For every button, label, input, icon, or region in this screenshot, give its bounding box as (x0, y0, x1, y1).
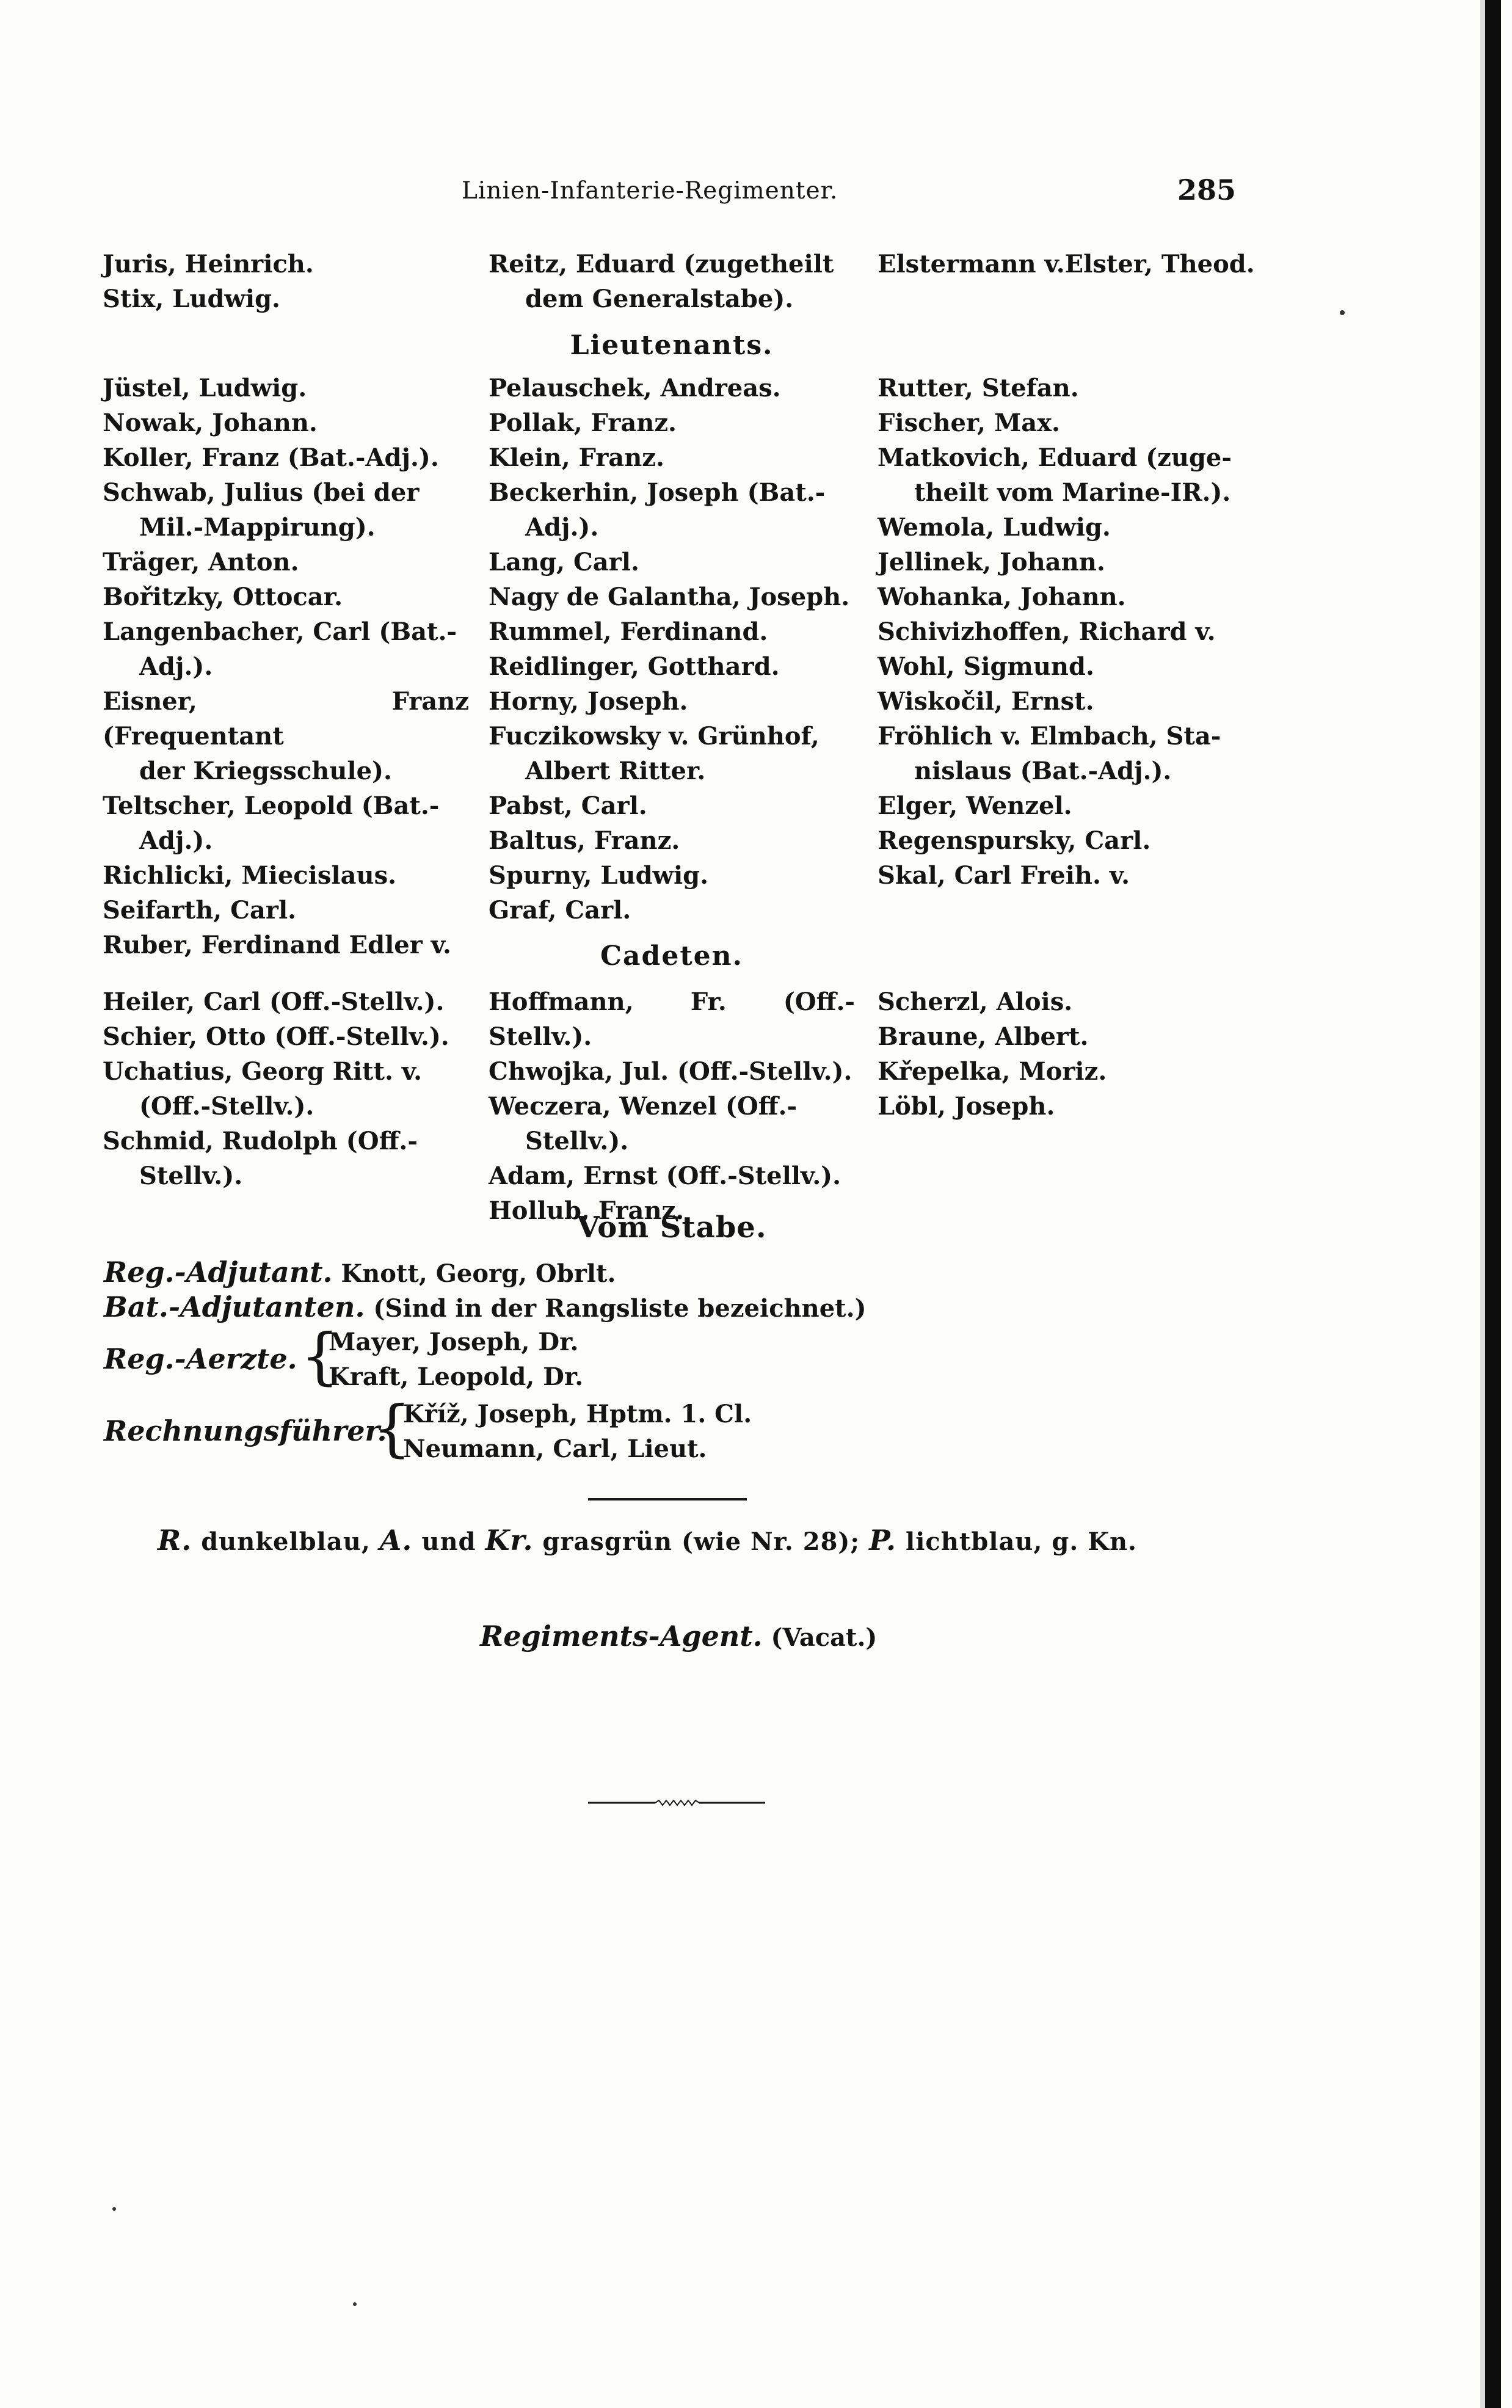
rechnungsfuehrer-name: Neumann, Carl, Lieut. (403, 1435, 707, 1463)
entry (489, 1089, 855, 1159)
entry-line: Rummel, Ferdinand. (489, 617, 768, 646)
entry (878, 984, 1244, 1019)
entry (489, 893, 855, 928)
entry-line: Rutter, Stefan. (878, 374, 1079, 402)
entry-line: Klein, Franz. (489, 443, 664, 472)
entry (103, 984, 469, 1019)
bat-adjutanten-value: (Sind in der Rangsliste bezeichnet.) (373, 1294, 867, 1323)
entry-continuation: theilt vom Marine-IR.). (914, 478, 1231, 507)
entry-line: Fuczikowsky v. Grünhof, (489, 722, 820, 751)
staff-section (104, 1255, 867, 1469)
entry-line: Reidlinger, Gotthard. (489, 652, 780, 681)
entry (489, 371, 855, 406)
entry-line: Hollub, Franz. (489, 1196, 685, 1225)
entry-line: Horny, Joseph. (489, 687, 688, 716)
regiments-agent-line (480, 1620, 877, 1653)
entry-line: Weczera, Wenzel (Off.- (489, 1092, 798, 1121)
entry-line: Wohl, Sigmund. (878, 652, 1094, 681)
entry-line: Pabst, Carl. (489, 791, 647, 820)
entry-line: Bořitzky, Ottocar. (103, 583, 343, 611)
entry-line: Fischer, Max. (878, 409, 1060, 437)
lieutenants-col-2 (489, 371, 855, 928)
entry (103, 684, 469, 788)
entry-line: Wiskočil, Ernst. (878, 687, 1094, 716)
cadets-col-1 (103, 984, 469, 1193)
entry-continuation: nislaus (Bat.-Adj.). (914, 757, 1172, 785)
top-col-1 (103, 247, 469, 316)
entry-line: Regenspursky, Carl. (878, 826, 1151, 855)
entry-line: Křepelka, Moriz. (878, 1057, 1107, 1086)
entry-line: Jellinek, Johann. (878, 548, 1105, 577)
entry (489, 614, 855, 649)
entry-line: Adam, Ernst (Off.-Stellv.). (489, 1162, 841, 1190)
entry-line: Teltscher, Leopold (Bat.- (103, 791, 440, 820)
scan-border (1485, 0, 1501, 2408)
entry-line: Skal, Carl Freih. v. (878, 861, 1130, 890)
entry-continuation: Albert Ritter. (525, 757, 706, 785)
entry-line: Langenbacher, Carl (Bat.- (103, 617, 457, 646)
entry-line: Richlicki, Miecislaus. (103, 861, 397, 890)
entry (103, 406, 469, 440)
scan-speck (353, 2302, 357, 2306)
entry-line: Träger, Anton. (103, 548, 299, 577)
entry: Stix, Ludwig. (103, 285, 280, 313)
entry (878, 580, 1244, 614)
entry (878, 684, 1244, 719)
entry-line: Jüstel, Ludwig. (103, 374, 307, 402)
rechnungsfuehrer-name: Kříž, Joseph, Hptm. 1. Cl. (403, 1400, 752, 1428)
entry (489, 580, 855, 614)
closing-ornament (588, 1799, 771, 1806)
entry-line: Schmid, Rudolph (Off.- (103, 1127, 418, 1155)
entry (103, 475, 469, 545)
entry (878, 545, 1244, 580)
entry-continuation: Adj.). (525, 513, 599, 542)
curly-brace-icon: { (300, 1320, 340, 1392)
entry-line: Uchatius, Georg Ritt. v. (103, 1057, 423, 1086)
page-header (0, 173, 1512, 214)
cadets-col-2 (489, 984, 855, 1228)
entry (103, 893, 469, 928)
entry (878, 406, 1244, 440)
entry (103, 545, 469, 580)
page-edge-shadow (1480, 0, 1485, 2408)
curly-brace-icon: { (373, 1392, 412, 1464)
lieutenants-heading: Lieutenants. (570, 330, 774, 361)
entry-line: Schivizhoffen, Richard v. (878, 617, 1216, 646)
running-title: Linien-Infanterie-Regimenter. (462, 177, 838, 205)
entry-continuation: Adj.). (139, 826, 213, 855)
top-col-3 (878, 247, 1268, 282)
scan-speck (112, 2207, 116, 2211)
entry-continuation: (Off.-Stellv.). (139, 1092, 314, 1121)
reg-aerzte-name: Kraft, Leopold, Dr. (329, 1362, 584, 1391)
entry (103, 371, 469, 406)
agent-value: (Vacat.) (771, 1623, 878, 1652)
staff-heading: Vom Stabe. (576, 1210, 767, 1245)
entry (489, 406, 855, 440)
entry (489, 823, 855, 858)
entry (489, 719, 855, 788)
entry-line: Nagy de Galantha, Joseph. (489, 583, 850, 611)
entry (489, 788, 855, 823)
lieutenants-col-3 (878, 371, 1244, 893)
reg-aerzte-label: Reg.-Aerzte. (104, 1342, 297, 1375)
entry (103, 1019, 469, 1054)
entry (489, 1054, 855, 1089)
entry (489, 649, 855, 684)
lieutenants-col-1 (103, 371, 469, 962)
entry-line: Matkovich, Eduard (zuge- (878, 443, 1232, 472)
entry-line: Pelauschek, Andreas. (489, 374, 781, 402)
rechnungsfuehrer-group (104, 1392, 867, 1469)
entry (103, 1054, 469, 1124)
entry (103, 788, 469, 858)
cadets-col-3 (878, 984, 1244, 1124)
entry: Elstermann v.Elster, Theod. (878, 250, 1255, 278)
entry-line: Nowak, Johann. (103, 409, 318, 437)
entry: Reitz, Eduard (zugetheilt dem Generalstabe). (489, 250, 834, 313)
entry (489, 440, 855, 475)
entry-line: Seifarth, Carl. (103, 896, 297, 925)
entry-line: Chwojka, Jul. (Off.-Stellv.). (489, 1057, 852, 1086)
entry-line: Schwab, Julius (bei der (103, 478, 420, 507)
entry-line: Beckerhin, Joseph (Bat.- (489, 478, 826, 507)
entry-line: Spurny, Ludwig. (489, 861, 709, 890)
entry-line: Scherzl, Alois. (878, 988, 1073, 1016)
scan-speck (1340, 310, 1345, 315)
entry (103, 858, 469, 893)
uniform-colors-line: R. dunkelblau, A. und Kr. grasgrün (wie Nr. 28); P. lichtblau, g. Kn. (158, 1524, 1137, 1557)
entry (878, 510, 1244, 545)
entry-continuation: Mil.-Mappirung). (139, 513, 376, 542)
entry-line: Wemola, Ludwig. (878, 513, 1111, 542)
entry-line: Koller, Franz (Bat.-Adj.). (103, 443, 439, 472)
entry-continuation: der Kriegsschule). (139, 757, 392, 785)
entry (103, 440, 469, 475)
entry-line: Baltus, Franz. (489, 826, 680, 855)
entry-line: Hoffmann, Fr. (Off.-Stellv.). (489, 988, 855, 1051)
entry-line: Ruber, Ferdinand Edler v. (103, 931, 451, 959)
entry-line: Pollak, Franz. (489, 409, 677, 437)
entry (878, 1019, 1244, 1054)
entry-line: Braune, Albert. (878, 1022, 1089, 1051)
entry (489, 984, 855, 1054)
entry-line: Graf, Carl. (489, 896, 631, 925)
agent-label: Regiments-Agent. (480, 1620, 763, 1653)
entry (878, 614, 1244, 649)
rechnungsfuehrer-label: Rechnungsführer. (104, 1414, 387, 1447)
separator-rule (588, 1498, 747, 1500)
bat-adjutanten-row (104, 1290, 867, 1325)
entry-line: Löbl, Joseph. (878, 1092, 1055, 1121)
entry (878, 1054, 1244, 1089)
entry: Juris, Heinrich. (103, 250, 314, 278)
reg-adjutant-row (104, 1255, 867, 1290)
entry (878, 858, 1244, 893)
reg-adjutant-label: Reg.-Adjutant. (104, 1256, 333, 1289)
entry-continuation: Stellv.). (139, 1162, 243, 1190)
entry-line: Heiler, Carl (Off.-Stellv.). (103, 988, 445, 1016)
entry (878, 1089, 1244, 1124)
entry-line: Elger, Wenzel. (878, 791, 1072, 820)
entry (878, 719, 1244, 788)
entry-continuation: Adj.). (139, 652, 213, 681)
entry-continuation: Stellv.). (525, 1127, 629, 1155)
reg-adjutant-value: Knott, Georg, Obrlt. (341, 1259, 616, 1288)
entry-line: Lang, Carl. (489, 548, 639, 577)
top-col-2 (489, 247, 855, 316)
entry-line: Schier, Otto (Off.-Stellv.). (103, 1022, 449, 1051)
entry (489, 684, 855, 719)
page-number: 285 (1177, 173, 1237, 206)
entry (878, 823, 1244, 858)
reg-aerzte-name: Mayer, Joseph, Dr. (329, 1328, 579, 1356)
entry (489, 545, 855, 580)
entry (878, 440, 1244, 510)
entry (489, 858, 855, 893)
entry (878, 649, 1244, 684)
entry (489, 1159, 855, 1193)
entry (103, 614, 469, 684)
bat-adjutanten-label: Bat.-Adjutanten. (104, 1290, 365, 1323)
cadets-heading: Cadeten. (600, 940, 743, 972)
entry-line: Eisner, Franz (Frequentant (103, 687, 469, 751)
entry (103, 1124, 469, 1193)
entry (489, 475, 855, 545)
entry-line: Fröhlich v. Elmbach, Sta- (878, 722, 1221, 751)
entry-line: Wohanka, Johann. (878, 583, 1126, 611)
entry (103, 580, 469, 614)
entry (878, 371, 1244, 406)
reg-aerzte-group (104, 1320, 867, 1397)
entry (878, 788, 1244, 823)
